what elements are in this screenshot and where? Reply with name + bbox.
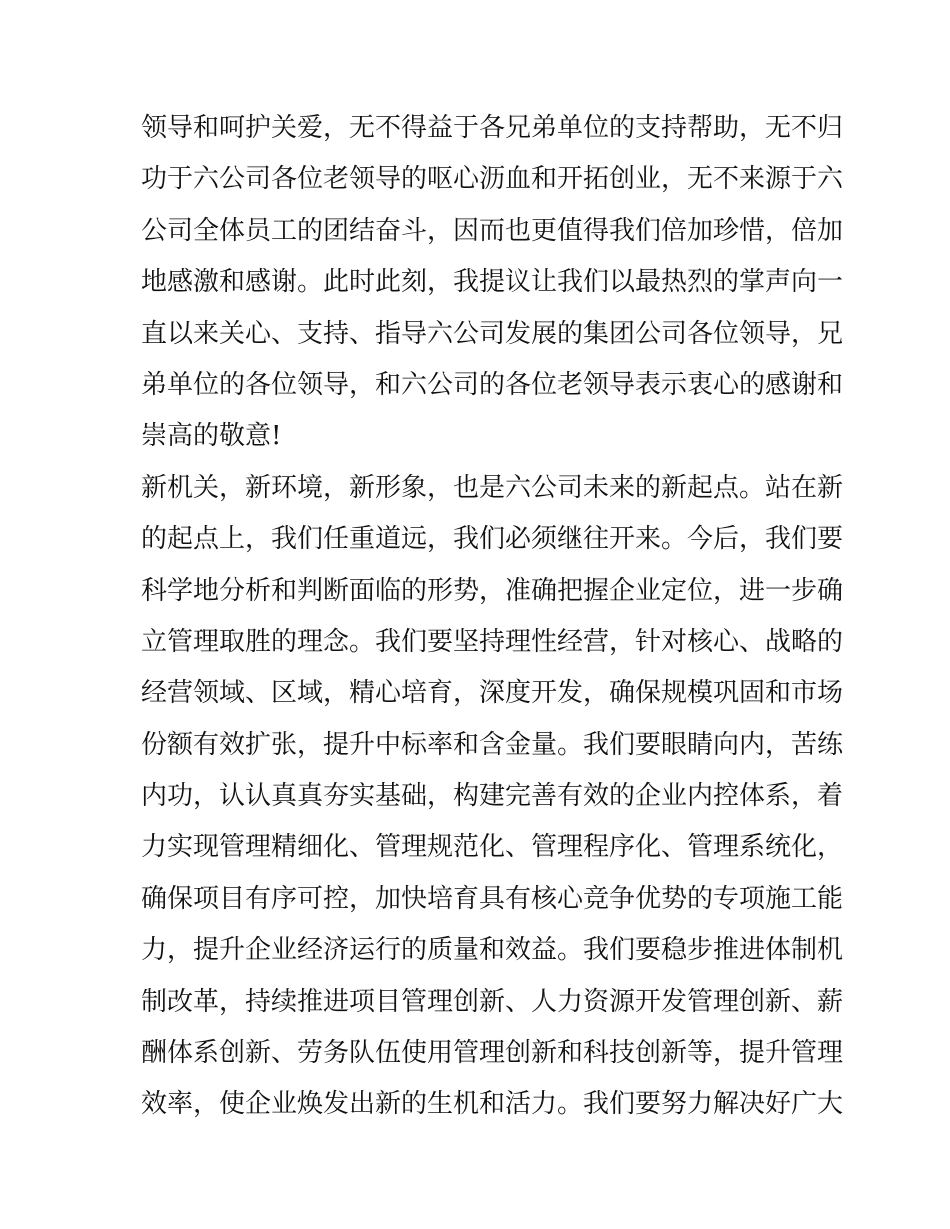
text-line: 内功，认认真真夯实基础，构建完善有效的企业内控体系，着: [141, 781, 844, 812]
text-line: 公司全体员工的团结奋斗，因而也更值得我们倍加珍惜，倍加: [141, 215, 844, 246]
text-line: 崇高的敬意!: [141, 421, 282, 452]
text-line: 力实现管理精细化、管理规范化、管理程序化、管理系统化，: [141, 832, 844, 863]
text-line: 弟单位的各位领导，和六公司的各位老领导表示衷心的感谢和: [141, 369, 844, 400]
text-line: 效率，使企业焕发出新的生机和活力。我们要努力解决好广大: [141, 1089, 844, 1120]
text-line: 地感激和感谢。此时此刻，我提议让我们以最热烈的掌声向一: [141, 267, 844, 298]
text-line: 份额有效扩张，提升中标率和含金量。我们要眼睛向内，苦练: [141, 729, 844, 760]
text-line: 确保项目有序可控，加快培育具有核心竞争优势的专项施工能: [141, 883, 844, 914]
text-line: 制改革，持续推进项目管理创新、人力资源开发管理创新、薪: [141, 986, 844, 1017]
text-line: 直以来关心、支持、指导六公司发展的集团公司各位领导，兄: [141, 318, 844, 349]
text-line: 领导和呵护关爱，无不得益于各兄弟单位的支持帮助，无不归: [141, 113, 844, 143]
text-line: 力，提升企业经济运行的质量和效益。我们要稳步推进体制机: [141, 935, 844, 966]
paragraph-2: [141, 463, 844, 1131]
text-line: 的起点上，我们任重道远，我们必须继往开来。今后，我们要: [141, 524, 844, 555]
text-line: 酬体系创新、劳务队伍使用管理创新和科技创新等，提升管理: [141, 1038, 844, 1069]
text-line: 经营领域、区域，精心培育，深度开发，确保规模巩固和市场: [141, 678, 844, 709]
paragraph-1: [141, 103, 844, 463]
text-line: 科学地分析和判断面临的形势，准确把握企业定位，进一步确: [141, 575, 844, 606]
text-line: 功于六公司各位老领导的呕心沥血和开拓创业，无不来源于六: [141, 164, 844, 195]
text-line: 立管理取胜的理念。我们要坚持理性经营，针对核心、战略的: [141, 626, 844, 657]
text-line: 新机关，新环境，新形象，也是六公司未来的新起点。站在新: [141, 472, 844, 503]
body-text: [141, 103, 844, 1131]
